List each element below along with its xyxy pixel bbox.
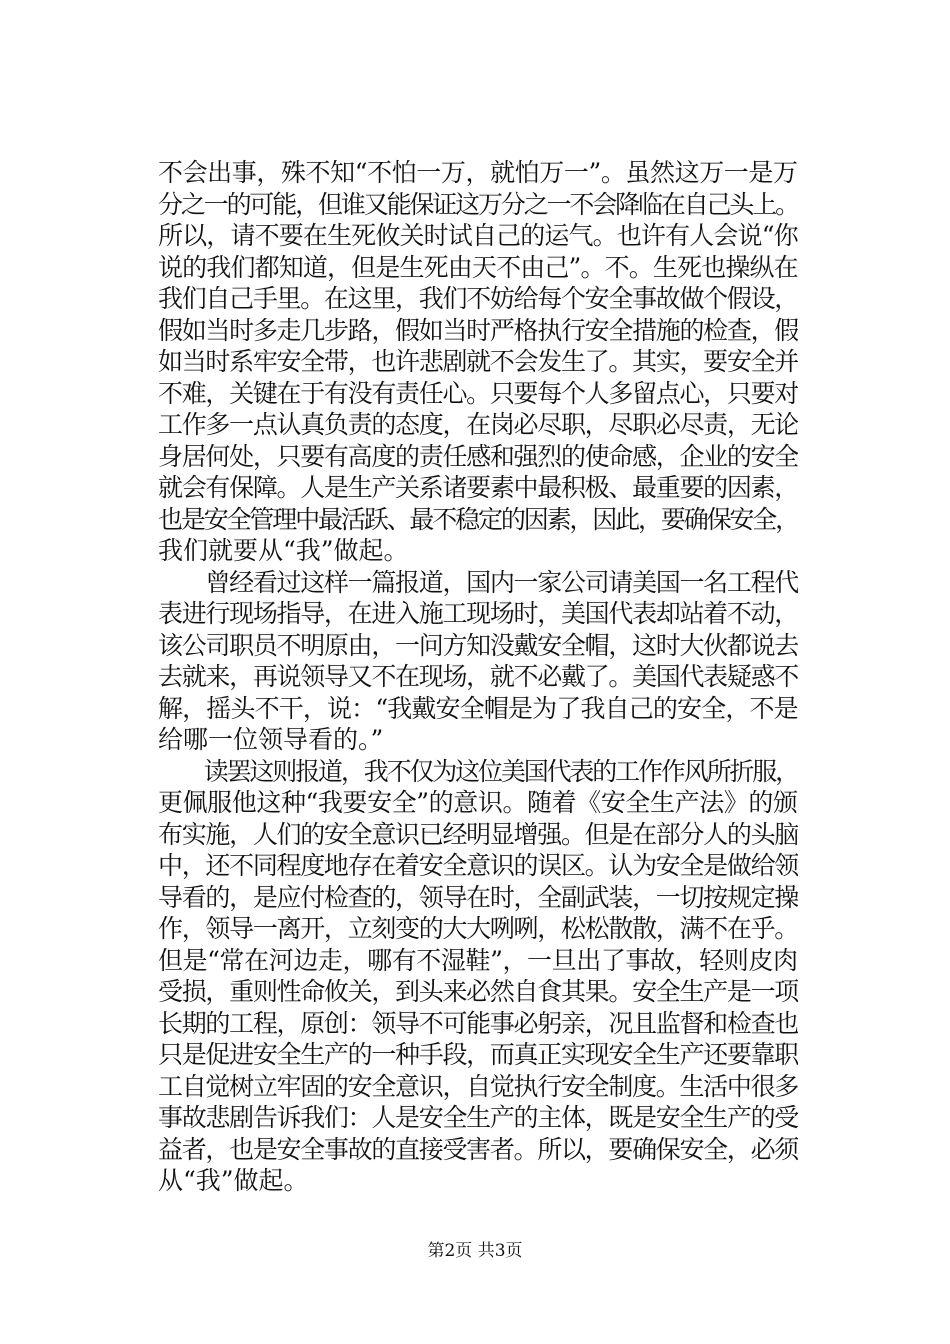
text-line: 但是“常在河边走，哪有不湿鞋”，一旦出了事故，轻则皮肉 [158,945,798,975]
text-line: 我们自己手里。在这里，我们不妨给每个安全事故做个假设， [158,284,798,313]
text-line: 作，领导一离开，立刻变的大大咧咧，松松散散，满不在乎。 [158,914,798,943]
text-line: 布实施，人们的安全意识已经明显增强。但是在部分人的头脑 [158,819,798,849]
text-line: 受损，重则性命攸关，到头来必然自食其果。安全生产是一项 [158,977,798,1006]
text-line: 长期的工程，原创：领导不可能事必躬亲，况且监督和检查也 [158,1008,798,1038]
page-footer: 第2页 共3页 [427,1241,523,1261]
text-line: 也是安全管理中最活跃、最不稳定的因素，因此，要确保安全， [158,504,798,534]
text-line: 更佩服他这种“我要安全”的意识。随着《安全生产法》的颁 [158,788,798,817]
text-line: 导看的，是应付检查的，领导在时，全副武装，一切按规定操 [158,882,798,912]
text-line: 所以，请不要在生死攸关时试自己的运气。也许有人会说“你 [158,221,798,250]
text-line: 我们就要从“我”做起。 [158,536,409,565]
text-line: 只是促进安全生产的一种手段，而真正实现安全生产还要靠职 [158,1040,798,1069]
text-line: 从“我”做起。 [158,1166,309,1195]
text-line: 益者，也是安全事故的直接受害者。所以，要确保安全，必须 [158,1134,798,1164]
text-line: 工自觉树立牢固的安全意识，自觉执行安全制度。生活中很多 [158,1071,798,1101]
text-line: 不难，关键在于有没有责任心。只要每个人多留点心，只要对 [158,378,798,408]
text-line: 解，摇头不干，说：“我戴安全帽是为了我自己的安全，不是 [158,693,798,723]
text-line: 分之一的可能，但谁又能保证这万分之一不会降临在自己头上。 [158,189,798,219]
text-line: 工作多一点认真负责的态度，在岗必尽职，尽职必尽责，无论 [158,410,798,439]
text-line: 假如当时多走几步路，假如当时严格执行安全措施的检查，假 [158,315,798,345]
text-line: 说的我们都知道，但是生死由天不由己”。不。生死也操纵在 [158,252,798,282]
text-line: 表进行现场指导，在进入施工现场时，美国代表却站着不动， [158,599,798,628]
text-line: 中，还不同程度地存在着安全意识的误区。认为安全是做给领 [158,851,798,880]
text-line: 事故悲剧告诉我们：人是安全生产的主体，既是安全生产的受 [158,1103,798,1132]
text-line: 曾经看过这样一篇报道，国内一家公司请美国一名工程代 [158,567,798,597]
text-line: 该公司职员不明原由，一问方知没戴安全帽，这时大伙都说去 [158,630,798,660]
text-line: 身居何处，只要有高度的责任感和强烈的使命感，企业的安全 [158,441,798,471]
text-line: 去就来，再说领导又不在现场，就不必戴了。美国代表疑惑不 [158,662,798,691]
text-line: 不会出事，殊不知“不怕一万，就怕万一”。虽然这万一是万 [158,158,798,187]
text-line: 给哪一位领导看的。” [158,725,384,754]
text-line: 就会有保障。人是生产关系诸要素中最积极、最重要的因素， [158,473,798,502]
text-line: 读罢这则报道，我不仅为这位美国代表的工作作风所折服， [158,756,798,786]
document-body [158,157,798,1197]
text-line: 如当时系牢安全带，也许悲剧就不会发生了。其实，要安全并 [158,347,798,376]
